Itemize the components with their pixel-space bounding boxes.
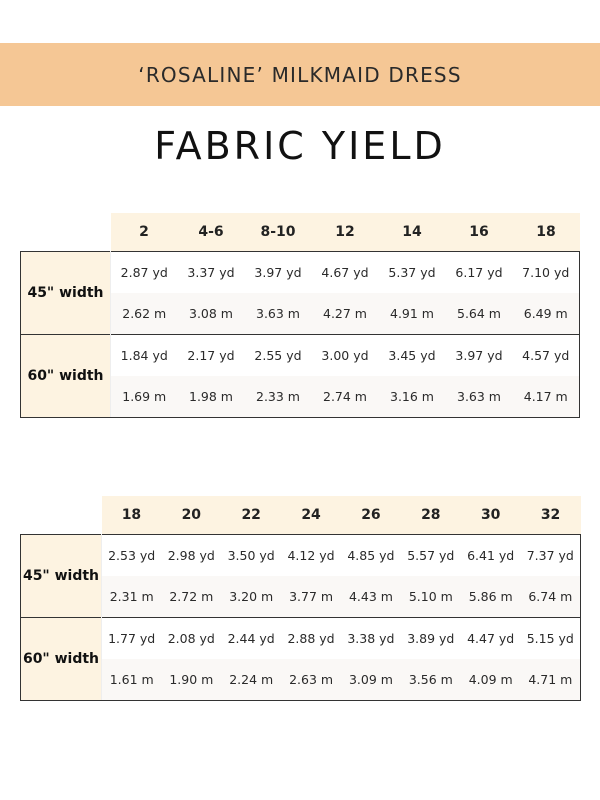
size-header: 32 [521, 496, 581, 535]
yield-cell: 6.49 m [513, 293, 580, 335]
yield-cell: 4.09 m [461, 659, 521, 701]
table-row-45-m [21, 576, 581, 618]
yield-cell: 5.37 yd [379, 252, 446, 294]
size-header: 18 [513, 213, 580, 252]
header-corner [21, 213, 111, 252]
yield-cell: 1.90 m [161, 659, 221, 701]
yield-cell: 1.69 m [111, 376, 178, 418]
yield-cell: 3.97 yd [446, 335, 513, 377]
yield-cell: 2.87 yd [111, 252, 178, 294]
yield-cell: 2.74 m [312, 376, 379, 418]
yield-cell: 3.16 m [379, 376, 446, 418]
yield-cell: 2.08 yd [161, 618, 221, 660]
yield-cell: 5.10 m [401, 576, 461, 618]
table-row-60-yd [21, 335, 580, 377]
size-header: 12 [312, 213, 379, 252]
size-header: 28 [401, 496, 461, 535]
yield-cell: 2.17 yd [178, 335, 245, 377]
size-header: 2 [111, 213, 178, 252]
yield-cell: 7.37 yd [521, 535, 581, 577]
yield-cell: 3.63 m [245, 293, 312, 335]
row-label-45-width: 45" width [21, 535, 102, 618]
yield-cell: 1.61 m [102, 659, 162, 701]
yield-cell: 2.44 yd [221, 618, 281, 660]
yield-cell: 3.08 m [178, 293, 245, 335]
yield-cell: 3.63 m [446, 376, 513, 418]
size-header: 8-10 [245, 213, 312, 252]
yield-cell: 3.09 m [341, 659, 401, 701]
size-header: 14 [379, 213, 446, 252]
yield-cell: 4.85 yd [341, 535, 401, 577]
yield-cell: 3.50 yd [221, 535, 281, 577]
yield-cell: 2.33 m [245, 376, 312, 418]
yield-cell: 3.77 m [281, 576, 341, 618]
yield-cell: 2.88 yd [281, 618, 341, 660]
yield-cell: 4.57 yd [513, 335, 580, 377]
row-label-45-width: 45" width [21, 252, 111, 335]
yield-cell: 7.10 yd [513, 252, 580, 294]
yield-cell: 3.89 yd [401, 618, 461, 660]
yield-cell: 4.91 m [379, 293, 446, 335]
page-title: FABRIC YIELD [154, 124, 446, 168]
table-row-45-yd [21, 535, 581, 577]
size-header-row [21, 496, 581, 535]
size-header: 26 [341, 496, 401, 535]
fabric-yield-table-sizes-18-32 [20, 496, 581, 701]
row-label-60-width: 60" width [21, 618, 102, 701]
size-header: 20 [161, 496, 221, 535]
yield-cell: 2.62 m [111, 293, 178, 335]
header-corner [21, 496, 102, 535]
size-header: 30 [461, 496, 521, 535]
table-row-60-yd [21, 618, 581, 660]
yield-cell: 2.63 m [281, 659, 341, 701]
yield-cell: 2.72 m [161, 576, 221, 618]
yield-cell: 3.45 yd [379, 335, 446, 377]
yield-cell: 6.17 yd [446, 252, 513, 294]
yield-cell: 2.53 yd [102, 535, 162, 577]
size-header: 18 [102, 496, 162, 535]
yield-cell: 3.00 yd [312, 335, 379, 377]
yield-cell: 5.86 m [461, 576, 521, 618]
yield-cell: 6.74 m [521, 576, 581, 618]
yield-cell: 4.27 m [312, 293, 379, 335]
table-row-60-m [21, 659, 581, 701]
yield-cell: 3.56 m [401, 659, 461, 701]
table-row-45-yd [21, 252, 580, 294]
yield-cell: 4.67 yd [312, 252, 379, 294]
fabric-yield-table-sizes-2-18 [20, 213, 580, 418]
yield-cell: 4.71 m [521, 659, 581, 701]
yield-cell: 2.24 m [221, 659, 281, 701]
row-label-60-width: 60" width [21, 335, 111, 418]
header-banner [0, 43, 600, 106]
yield-cell: 4.43 m [341, 576, 401, 618]
yield-cell: 3.20 m [221, 576, 281, 618]
yield-cell: 5.15 yd [521, 618, 581, 660]
yield-cell: 6.41 yd [461, 535, 521, 577]
yield-cell: 4.47 yd [461, 618, 521, 660]
yield-cell: 1.77 yd [102, 618, 162, 660]
size-header-row [21, 213, 580, 252]
size-header: 22 [221, 496, 281, 535]
yield-cell: 2.55 yd [245, 335, 312, 377]
yield-cell: 4.12 yd [281, 535, 341, 577]
yield-cell: 3.97 yd [245, 252, 312, 294]
size-header: 16 [446, 213, 513, 252]
yield-cell: 4.17 m [513, 376, 580, 418]
size-header: 4-6 [178, 213, 245, 252]
yield-cell: 3.38 yd [341, 618, 401, 660]
yield-cell: 2.98 yd [161, 535, 221, 577]
yield-cell: 1.84 yd [111, 335, 178, 377]
yield-cell: 5.57 yd [401, 535, 461, 577]
pattern-name: ‘ROSALINE’ MILKMAID DRESS [138, 62, 462, 87]
size-header: 24 [281, 496, 341, 535]
yield-cell: 2.31 m [102, 576, 162, 618]
yield-cell: 3.37 yd [178, 252, 245, 294]
yield-cell: 5.64 m [446, 293, 513, 335]
yield-cell: 1.98 m [178, 376, 245, 418]
